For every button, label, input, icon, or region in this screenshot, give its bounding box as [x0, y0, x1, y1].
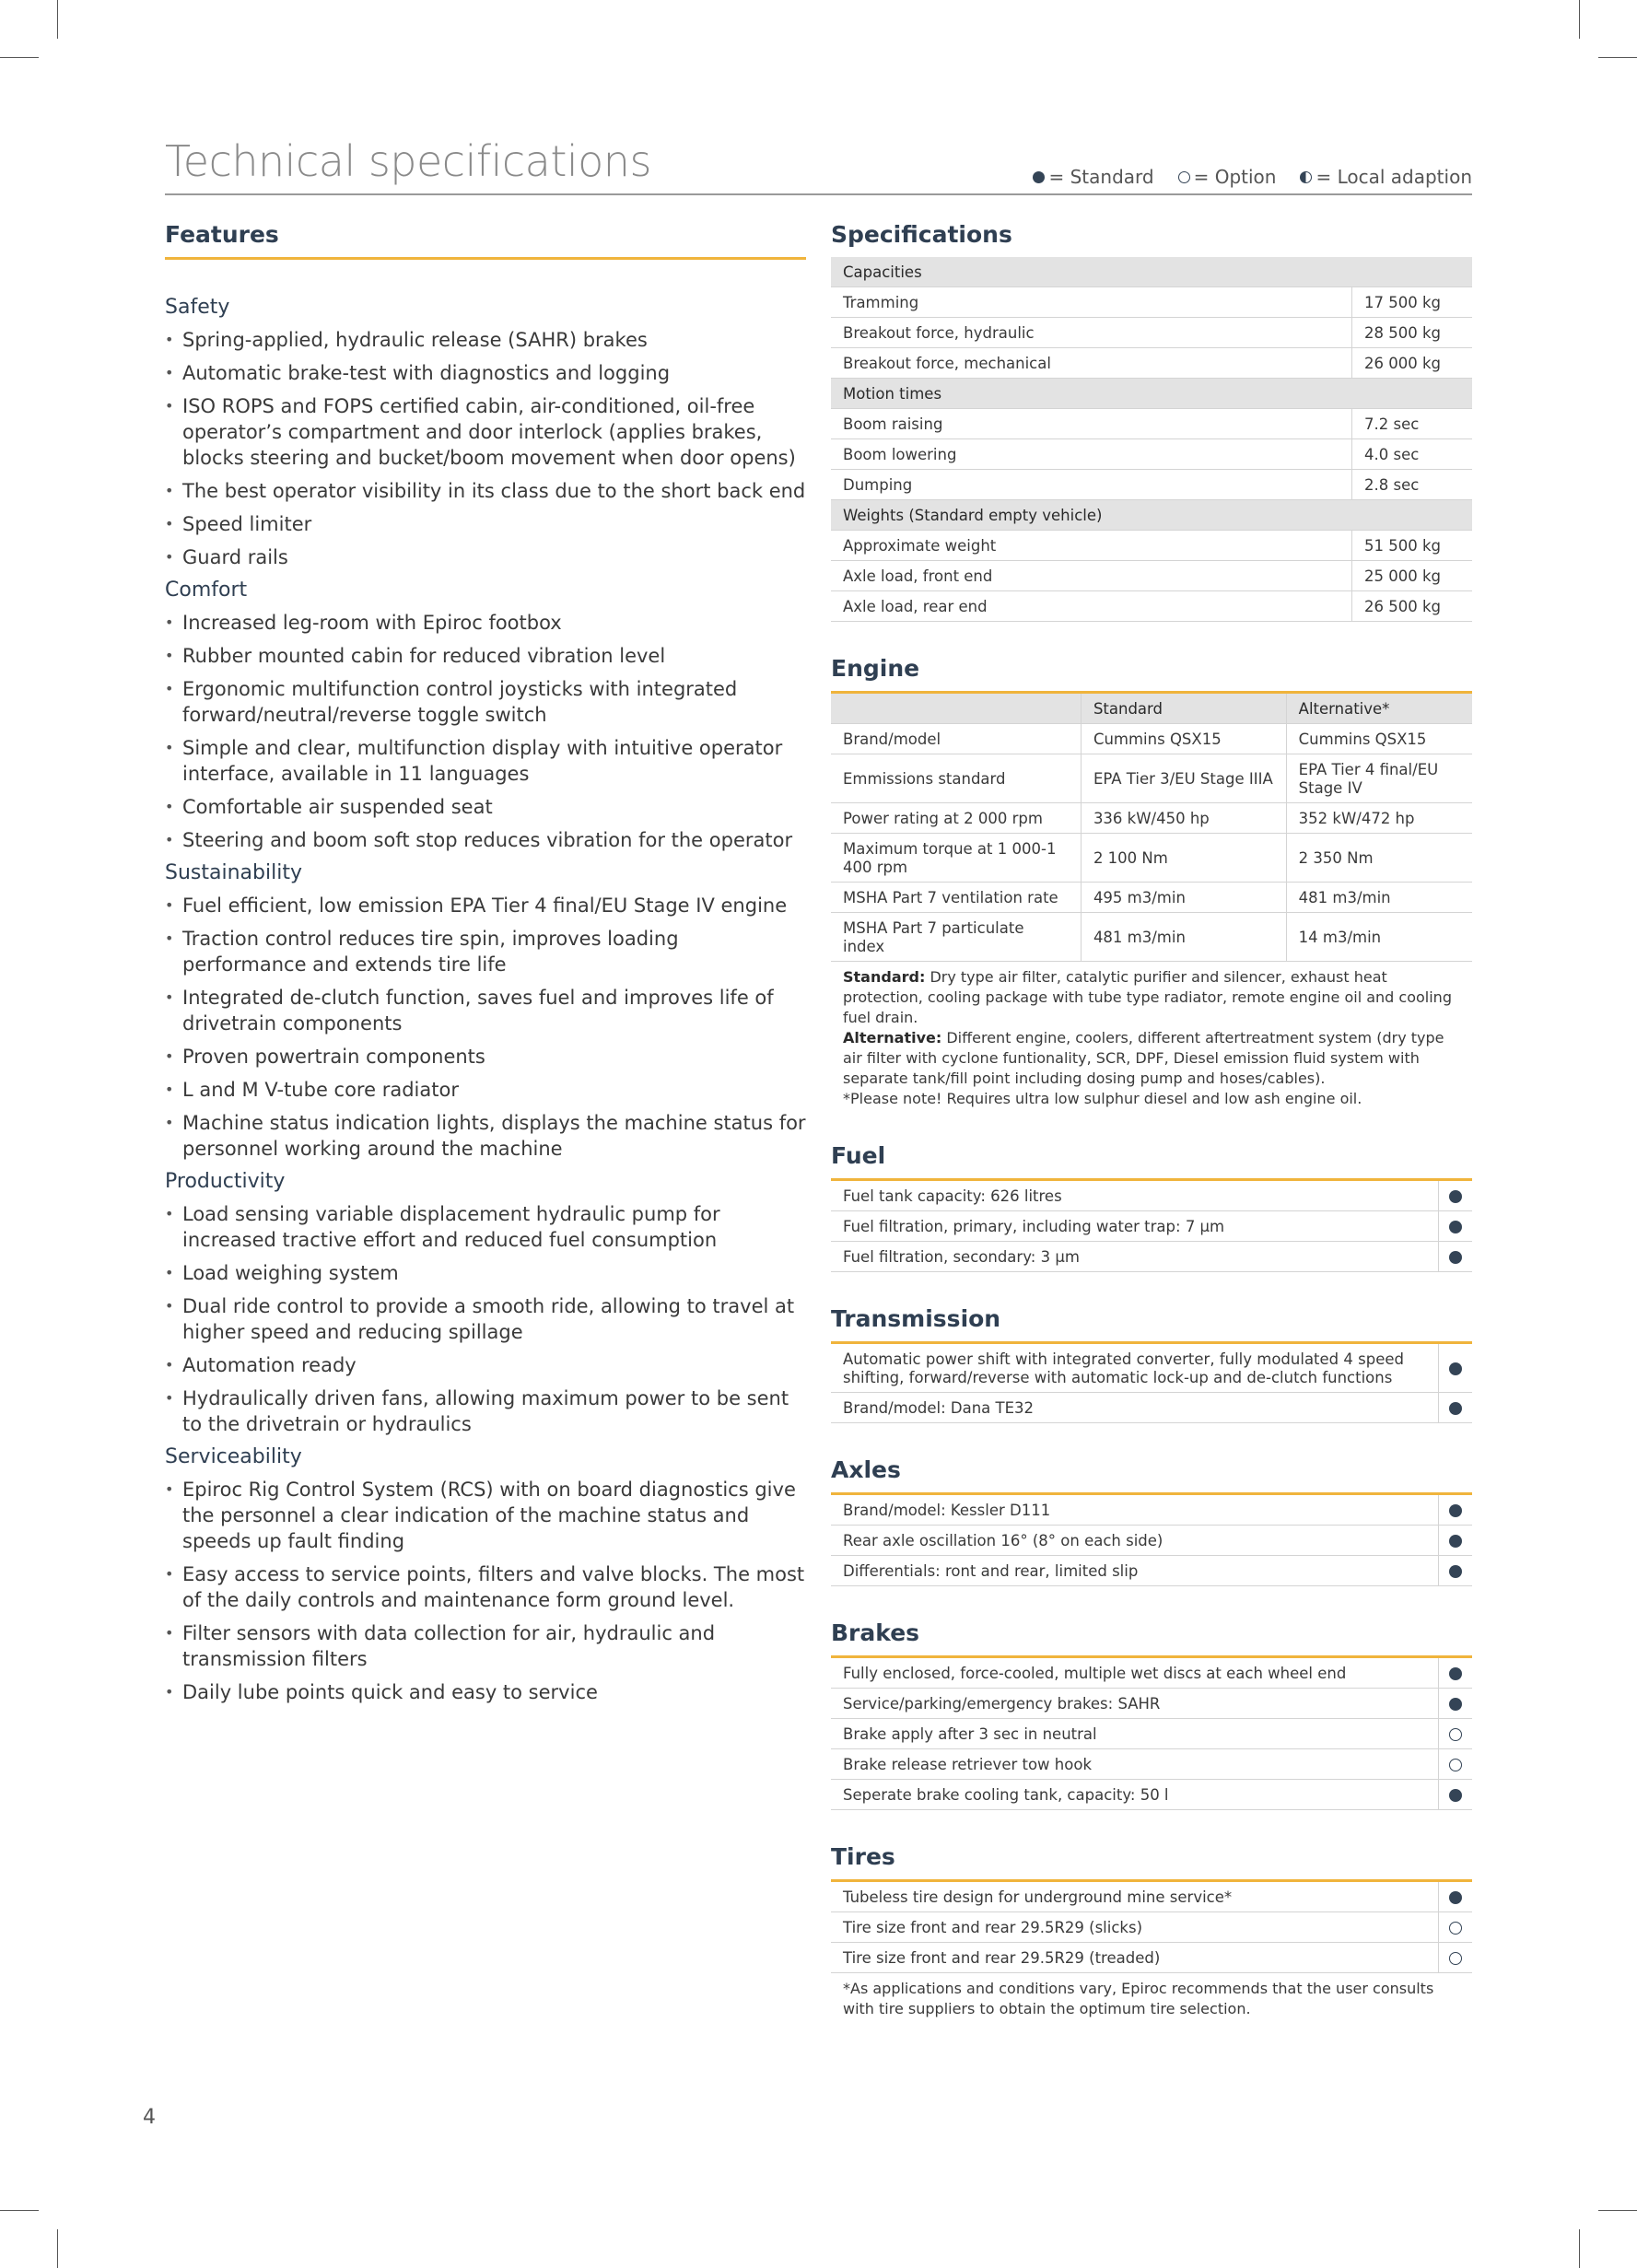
engine-col-header — [831, 694, 1081, 724]
filled-circle-icon — [1449, 1789, 1462, 1802]
feature-item: • Increased leg-room with Epiroc footbox — [165, 610, 806, 636]
spec-label: Dumping — [831, 470, 1352, 500]
engine-table — [831, 694, 1472, 962]
transmission-item-label: Automatic power shift with integrated converter, fully modulated 4 speed shifting, forward/reverse with automatic lock-up and de-clutch functions — [831, 1344, 1439, 1393]
spec-row — [831, 531, 1472, 561]
tires-table — [831, 1882, 1472, 1973]
legend-option-label: = Option — [1193, 166, 1277, 188]
brakes-row — [831, 1719, 1472, 1749]
engine-note-please: *Please note! Requires ultra low sulphur diesel and low ash engine oil. — [843, 1090, 1362, 1107]
empty-circle-icon — [1178, 171, 1190, 183]
spec-label: Breakout force, mechanical — [831, 348, 1352, 379]
feature-group-title: Serviceability — [165, 1445, 302, 1468]
feature-group-title: Sustainability — [165, 861, 302, 884]
spec-row — [831, 591, 1472, 622]
page-title: Technical specifications — [165, 136, 651, 186]
axles-heading: Axles — [831, 1456, 901, 1483]
engine-row — [831, 834, 1472, 883]
transmission-item-mark — [1439, 1393, 1473, 1423]
legend-local-adaption-label: = Local adaption — [1315, 166, 1472, 188]
spec-label: Axle load, rear end — [831, 591, 1352, 622]
engine-cell: EPA Tier 4 final/EU Stage IV — [1286, 754, 1472, 803]
feature-item: • Machine status indication lights, displays the machine status for personnel working around the machine — [165, 1110, 806, 1162]
feature-group-title: Comfort — [165, 579, 248, 602]
engine-header-row — [831, 694, 1472, 724]
fuel-item-mark — [1439, 1211, 1473, 1242]
tires-row — [831, 1882, 1472, 1912]
empty-circle-icon — [1449, 1922, 1462, 1935]
spec-value: 25 000 kg — [1352, 561, 1473, 591]
brakes-item-mark — [1439, 1749, 1473, 1780]
specifications-section — [831, 221, 1472, 622]
axles-item-label: Differentials: ront and rear, limited slip — [831, 1556, 1439, 1586]
engine-row — [831, 754, 1472, 803]
spec-value: 7.2 sec — [1352, 409, 1473, 439]
spec-value: 2.8 sec — [1352, 470, 1473, 500]
feature-item: • ISO ROPS and FOPS certified cabin, air-conditioned, oil-free operator’s compartment and door interlock (applies brakes, blocks steering and bucket/boom movement when door opens) — [165, 393, 806, 471]
filled-circle-icon — [1449, 1190, 1462, 1203]
spec-value: 26 500 kg — [1352, 591, 1473, 622]
engine-note-standard-label: Standard: — [843, 968, 926, 986]
axles-item-label: Rear axle oscillation 16° (8° on each side) — [831, 1526, 1439, 1556]
spec-label: Axle load, front end — [831, 561, 1352, 591]
spec-subheader: Capacities — [831, 257, 1472, 287]
engine-note-alternative-label: Alternative: — [843, 1029, 942, 1046]
engine-cell: Cummins QSX15 — [1081, 724, 1286, 754]
crop-mark-tr-h — [1598, 57, 1637, 58]
fuel-item-label: Fuel filtration, secondary: 3 µm — [831, 1242, 1439, 1272]
legend-standard-label: = Standard — [1048, 166, 1154, 188]
engine-notes — [831, 962, 1472, 1109]
feature-item: • Simple and clear, multifunction display with intuitive operator interface, available in 11 languages — [165, 735, 806, 787]
transmission-heading: Transmission — [831, 1305, 1001, 1332]
feature-group-title: Productivity — [165, 1170, 286, 1193]
spec-value: 17 500 kg — [1352, 287, 1473, 318]
legend-option — [1178, 166, 1277, 188]
spec-row — [831, 318, 1472, 348]
engine-cell: 352 kW/472 hp — [1286, 803, 1472, 834]
feature-item: • Hydraulically driven fans, allowing maximum power to be sent to the drivetrain or hydraulics — [165, 1385, 806, 1437]
crop-mark-br-v — [1579, 2229, 1580, 2268]
spec-subheader-row — [831, 379, 1472, 409]
crop-mark-bl-h — [0, 2210, 39, 2211]
feature-item: • Dual ride control to provide a smooth ride, allowing to travel at higher speed and reducing spillage — [165, 1293, 806, 1345]
crop-mark-bl-v — [57, 2229, 58, 2268]
brakes-item-mark — [1439, 1689, 1473, 1719]
fuel-item-label: Fuel filtration, primary, including water trap: 7 µm — [831, 1211, 1439, 1242]
axles-table — [831, 1495, 1472, 1586]
spec-label: Approximate weight — [831, 531, 1352, 561]
feature-item: • Rubber mounted cabin for reduced vibration level — [165, 643, 806, 669]
feature-item: • Filter sensors with data collection for air, hydraulic and transmission filters — [165, 1620, 806, 1672]
spec-subheader-row — [831, 257, 1472, 287]
spec-value: 4.0 sec — [1352, 439, 1473, 470]
spec-row — [831, 439, 1472, 470]
feature-group-title: Safety — [165, 296, 230, 319]
fuel-row — [831, 1211, 1472, 1242]
filled-circle-icon — [1449, 1504, 1462, 1517]
spec-row — [831, 287, 1472, 318]
feature-item: • Fuel efficient, low emission EPA Tier 4 final/EU Stage IV engine — [165, 893, 806, 918]
tires-item-mark — [1439, 1912, 1473, 1943]
engine-cell: 2 350 Nm — [1286, 834, 1472, 883]
brakes-section — [831, 1619, 1472, 1810]
crop-mark-br-h — [1598, 2210, 1637, 2211]
feature-item: • Spring-applied, hydraulic release (SAHR) brakes — [165, 327, 806, 353]
axles-row — [831, 1526, 1472, 1556]
specifications-heading: Specifications — [831, 221, 1012, 248]
transmission-table — [831, 1344, 1472, 1423]
engine-cell: Cummins QSX15 — [1286, 724, 1472, 754]
brakes-item-label: Fully enclosed, force-cooled, multiple wet discs at each wheel end — [831, 1658, 1439, 1689]
tires-heading: Tires — [831, 1843, 895, 1870]
spec-subheader: Motion times — [831, 379, 1472, 409]
engine-row-label: Maximum torque at 1 000-1 400 rpm — [831, 834, 1081, 883]
title-divider — [165, 193, 1472, 195]
feature-item: • Daily lube points quick and easy to service — [165, 1679, 806, 1705]
filled-circle-icon — [1449, 1535, 1462, 1548]
filled-circle-icon — [1449, 1667, 1462, 1680]
brakes-item-mark — [1439, 1719, 1473, 1749]
feature-item: • L and M V-tube core radiator — [165, 1077, 806, 1103]
crop-mark-tl-h — [0, 57, 39, 58]
crop-mark-tr-v — [1579, 0, 1580, 39]
transmission-item-label: Brand/model: Dana TE32 — [831, 1393, 1439, 1423]
filled-circle-icon — [1449, 1362, 1462, 1375]
spec-row — [831, 470, 1472, 500]
brakes-row — [831, 1689, 1472, 1719]
engine-cell: 336 kW/450 hp — [1081, 803, 1286, 834]
features-column — [165, 221, 806, 1713]
fuel-item-mark — [1439, 1181, 1473, 1211]
features-heading: Features — [165, 221, 279, 248]
feature-item: • Guard rails — [165, 544, 806, 570]
brakes-item-mark — [1439, 1658, 1473, 1689]
brakes-row — [831, 1658, 1472, 1689]
axles-row — [831, 1556, 1472, 1586]
feature-group — [165, 295, 806, 570]
fuel-row — [831, 1242, 1472, 1272]
brakes-item-mark — [1439, 1780, 1473, 1810]
tires-item-label: Tubeless tire design for underground mine service* — [831, 1882, 1439, 1912]
crop-mark-tl-v — [57, 0, 58, 39]
spec-value: 51 500 kg — [1352, 531, 1473, 561]
feature-item: • Traction control reduces tire spin, improves loading performance and extends tire life — [165, 926, 806, 977]
specifications-table — [831, 257, 1472, 622]
feature-item: • The best operator visibility in its class due to the short back end — [165, 478, 806, 504]
fuel-row — [831, 1181, 1472, 1211]
feature-list — [165, 893, 806, 1162]
engine-row-label: MSHA Part 7 particulate index — [831, 913, 1081, 962]
feature-item: • Automation ready — [165, 1352, 806, 1378]
spec-row — [831, 348, 1472, 379]
engine-cell: 14 m3/min — [1286, 913, 1472, 962]
engine-row — [831, 803, 1472, 834]
empty-circle-icon — [1449, 1952, 1462, 1965]
axles-row — [831, 1495, 1472, 1526]
half-circle-icon — [1300, 171, 1312, 183]
engine-note-alternative: Different engine, coolers, different aftertreatment system (dry type air filter with cyclone funtionality, SCR, DPF, Diesel emission fluid system with separate tank/fill point including dosing pump and hoses/cables). — [843, 1029, 1444, 1087]
filled-circle-icon — [1449, 1891, 1462, 1904]
engine-row-label: Brand/model — [831, 724, 1081, 754]
filled-circle-icon — [1449, 1698, 1462, 1711]
axles-item-label: Brand/model: Kessler D111 — [831, 1495, 1439, 1526]
legend-local-adaption — [1300, 166, 1472, 188]
empty-circle-icon — [1449, 1728, 1462, 1741]
feature-item: • Load weighing system — [165, 1260, 806, 1286]
tires-item-mark — [1439, 1943, 1473, 1973]
engine-row-label: Emmissions standard — [831, 754, 1081, 803]
axles-item-mark — [1439, 1526, 1473, 1556]
feature-item: • Ergonomic multifunction control joysticks with integrated forward/neutral/reverse toggle switch — [165, 676, 806, 728]
brakes-item-label: Service/parking/emergency brakes: SAHR — [831, 1689, 1439, 1719]
spec-label: Breakout force, hydraulic — [831, 318, 1352, 348]
spec-label: Boom lowering — [831, 439, 1352, 470]
feature-item: • Easy access to service points, filters and valve blocks. The most of the daily controls and maintenance form ground level. — [165, 1561, 806, 1613]
filled-circle-icon — [1449, 1402, 1462, 1415]
axles-item-mark — [1439, 1495, 1473, 1526]
feature-item: • Epiroc Rig Control System (RCS) with on board diagnostics give the personnel a clear indication of the machine status and speeds up fault finding — [165, 1477, 806, 1554]
transmission-row — [831, 1393, 1472, 1423]
filled-circle-icon — [1449, 1565, 1462, 1578]
spec-label: Tramming — [831, 287, 1352, 318]
feature-item: • Automatic brake-test with diagnostics and logging — [165, 360, 806, 386]
specs-column — [831, 221, 1472, 2052]
feature-item: • Proven powertrain components — [165, 1044, 806, 1070]
tires-section — [831, 1843, 1472, 2019]
feature-item: • Steering and boom soft stop reduces vibration for the operator — [165, 827, 806, 853]
fuel-section — [831, 1142, 1472, 1272]
tires-item-label: Tire size front and rear 29.5R29 (slicks) — [831, 1912, 1439, 1943]
engine-heading: Engine — [831, 655, 920, 682]
fuel-item-mark — [1439, 1242, 1473, 1272]
tires-item-label: Tire size front and rear 29.5R29 (treaded) — [831, 1943, 1439, 1973]
axles-item-mark — [1439, 1556, 1473, 1586]
spec-label: Boom raising — [831, 409, 1352, 439]
features-groups — [165, 295, 806, 1705]
engine-section — [831, 655, 1472, 1109]
transmission-section — [831, 1305, 1472, 1423]
filled-circle-icon — [1033, 171, 1045, 183]
spec-row — [831, 409, 1472, 439]
engine-row-label: MSHA Part 7 ventilation rate — [831, 883, 1081, 913]
brakes-item-label: Brake release retriever tow hook — [831, 1749, 1439, 1780]
legend — [1033, 166, 1472, 188]
engine-row-label: Power rating at 2 000 rpm — [831, 803, 1081, 834]
transmission-row — [831, 1344, 1472, 1393]
spec-value: 28 500 kg — [1352, 318, 1473, 348]
feature-item: • Speed limiter — [165, 511, 806, 537]
engine-row — [831, 913, 1472, 962]
feature-item: • Integrated de-clutch function, saves fuel and improves life of drivetrain components — [165, 985, 806, 1036]
engine-col-header: Alternative* — [1286, 694, 1472, 724]
feature-item: • Comfortable air suspended seat — [165, 794, 806, 820]
feature-group — [165, 1444, 806, 1705]
brakes-item-label: Seperate brake cooling tank, capacity: 50 l — [831, 1780, 1439, 1810]
engine-cell: 2 100 Nm — [1081, 834, 1286, 883]
brakes-table — [831, 1658, 1472, 1810]
page-number: 4 — [143, 2106, 156, 2129]
brakes-row — [831, 1749, 1472, 1780]
fuel-heading: Fuel — [831, 1142, 886, 1169]
engine-cell: 481 m3/min — [1286, 883, 1472, 913]
feature-list — [165, 327, 806, 570]
engine-row — [831, 724, 1472, 754]
engine-cell: 481 m3/min — [1081, 913, 1286, 962]
feature-list — [165, 1201, 806, 1437]
axles-section — [831, 1456, 1472, 1586]
spec-subheader: Weights (Standard empty vehicle) — [831, 500, 1472, 531]
brakes-row — [831, 1780, 1472, 1810]
engine-col-header: Standard — [1081, 694, 1286, 724]
filled-circle-icon — [1449, 1221, 1462, 1233]
brakes-heading: Brakes — [831, 1619, 920, 1646]
fuel-item-label: Fuel tank capacity: 626 litres — [831, 1181, 1439, 1211]
tires-note: *As applications and conditions vary, Epiroc recommends that the user consults with tire suppliers to obtain the optimum tire selection. — [843, 1980, 1434, 2017]
filled-circle-icon — [1449, 1251, 1462, 1264]
feature-list — [165, 610, 806, 853]
feature-group — [165, 1169, 806, 1437]
feature-item: • Load sensing variable displacement hydraulic pump for increased tractive effort and reduced fuel consumption — [165, 1201, 806, 1253]
engine-cell: 495 m3/min — [1081, 883, 1286, 913]
tires-row — [831, 1943, 1472, 1973]
feature-list — [165, 1477, 806, 1705]
empty-circle-icon — [1449, 1759, 1462, 1771]
transmission-item-mark — [1439, 1344, 1473, 1393]
spec-row — [831, 561, 1472, 591]
engine-note-standard: Dry type air filter, catalytic purifier and silencer, exhaust heat protection, cooling package with tube type radiator, remote engine oil and cooling fuel drain. — [843, 968, 1452, 1026]
spec-subheader-row — [831, 500, 1472, 531]
fuel-table — [831, 1181, 1472, 1272]
engine-cell: EPA Tier 3/EU Stage IIIA — [1081, 754, 1286, 803]
features-rule — [165, 257, 806, 260]
feature-group — [165, 860, 806, 1162]
legend-standard — [1033, 166, 1153, 188]
spec-value: 26 000 kg — [1352, 348, 1473, 379]
tires-row — [831, 1912, 1472, 1943]
brakes-item-label: Brake apply after 3 sec in neutral — [831, 1719, 1439, 1749]
tires-item-mark — [1439, 1882, 1473, 1912]
engine-row — [831, 883, 1472, 913]
feature-group — [165, 578, 806, 853]
